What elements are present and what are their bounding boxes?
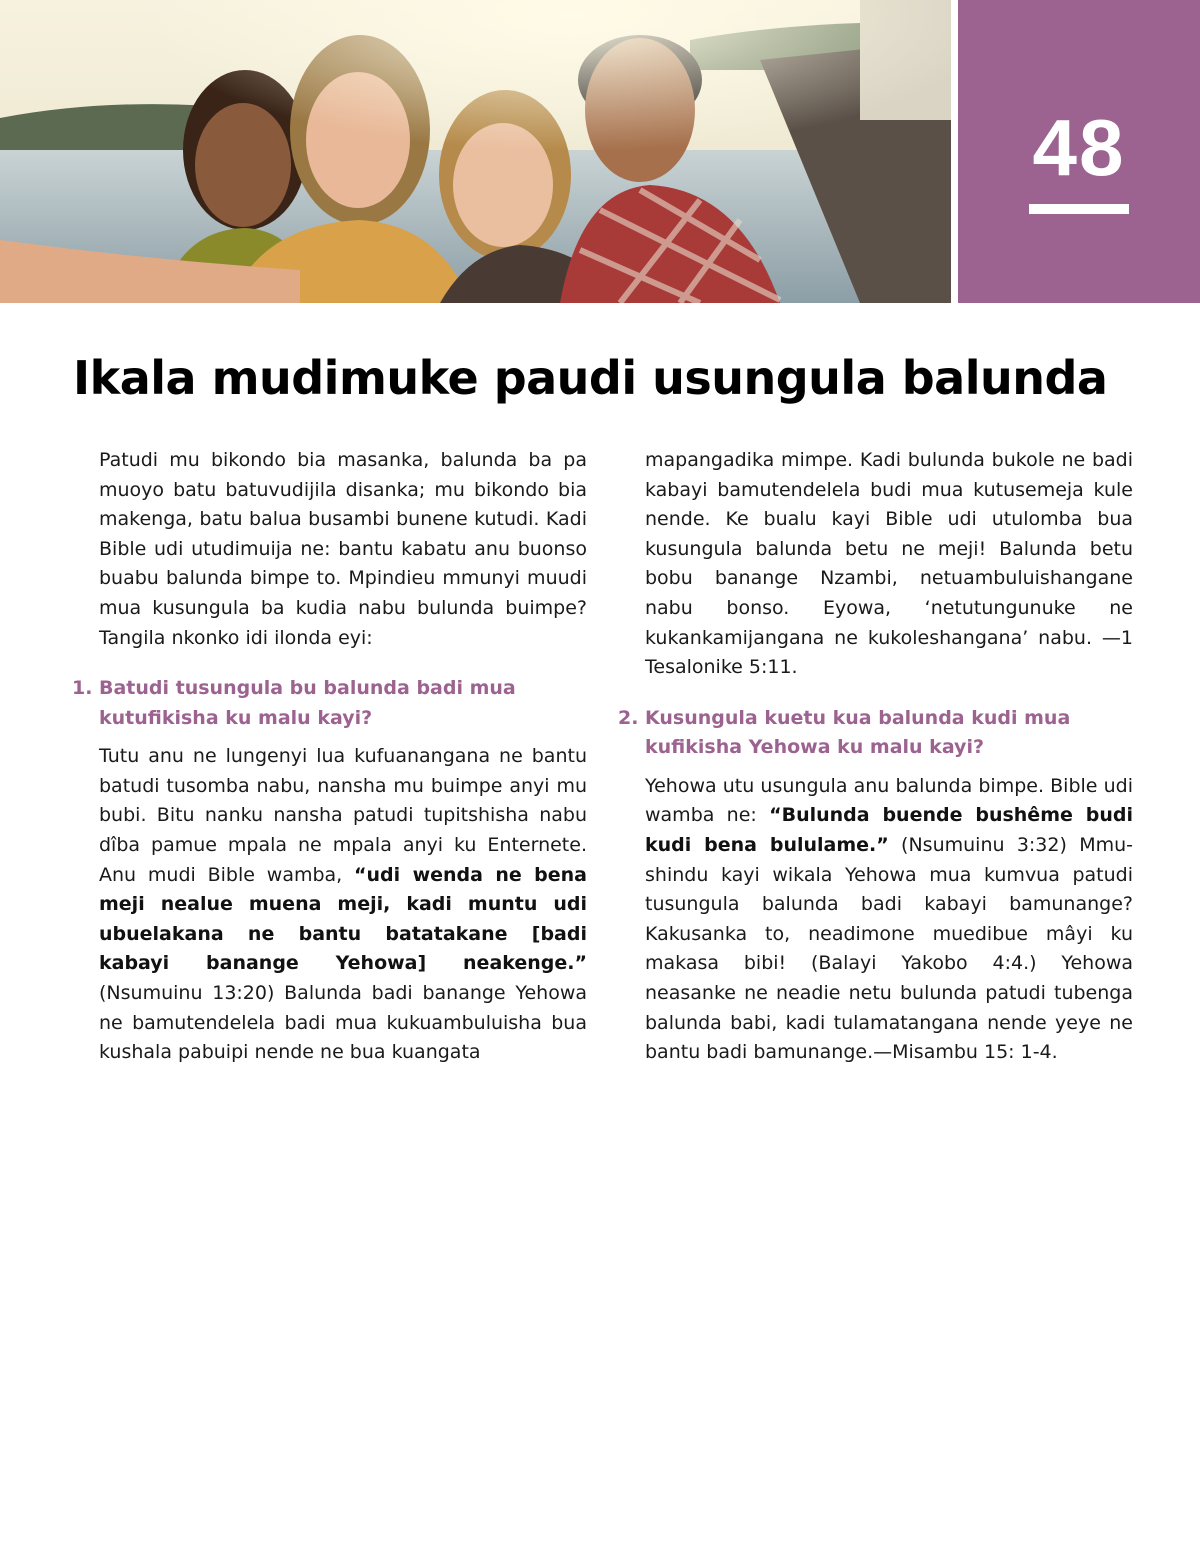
lesson-number-badge [958,0,1200,303]
left-column [72,446,588,1068]
answer-text: (Nsumuinu 13:20) Balunda badi banange Yehowa ne bamutendelela badi mua kukuambuluisha bua kushala pabuipi nende ne bua kuangata [99,981,587,1064]
scripture-quote: “udi wenda ne bena meji nealue muena meji, kadi muntu udi ubuelakana ne bantu batatakane [badi kabayi banange Yehowa] neakenge.” [99,863,588,975]
question-text: Batudi tusungula bu balunda badi mua kutufikisha ku malu kayi? [99,677,516,729]
answer-text: Tutu anu ne lungenyi lua kufuanangana ne bantu batudi tusomba nabu, nansha mu buimpe anyi mu bubi. Bitu nanku nansha patudi tupitshisha nabu dîba pamue mpala ne mpala anyi ku Enternete. Anu mudi Bible wamba, [99,745,587,886]
group-selfie-photo [0,0,951,303]
question-2 [618,704,1133,763]
answer-1-continuation: mapangadika mimpe. Kadi bulunda bukole ne badi kabayi bamutendelela budi mua kutusemeja kule nende. Ke bualu kayi Bible udi utulomba bua kusungula balunda betu ne meji! Balunda betu bobu banange Nzambi, netuambuluishangane nabu bonso. Eyowa, ‘netutungunuke ne kukankamijangana ne kukoleshangana’ nabu. —1 Tesalonike 5:11. [645,449,1133,679]
answer-text: Yehowa utu usungula anu balunda bimpe. Bible udi wamba ne: [645,774,1133,827]
question-number: 2. [618,706,639,729]
question-1 [72,674,587,733]
question-text: Kusungula kuetu kua balunda kudi mua kufikisha Yehowa ku malu kayi? [645,706,1071,759]
page-title: Ikala mudimuke paudi usungula balunda [73,351,1108,405]
lesson-number-underline [1029,204,1129,214]
hero-photo [0,0,951,303]
answer-text: (Nsumuinu 3:32) Mmushindu kayi wikala Yehowa mua kumvua patudi tusungula balunda badi kabayi bamunange? Kakusanka to, neadimone muedibue mâyi ku makasa bibi! (Balayi Yakobo 4:4.) Yehowa neasanke ne neadie netu bulunda patudi tubenga balunda babi, kadi tulamatangana nende yeye ne bantu badi bamunange.—Misambu 15: 1-4. [645,833,1133,1064]
answer-1-paragraph [99,742,587,1068]
answer-2-paragraph [645,772,1133,1068]
right-column [618,446,1133,1068]
intro-paragraph: Patudi mu bikondo bia masanka, balunda ba pa muoyo batu batuvudijila disanka; mu bikondo bia makenga, batu balua busambi bunene kutudi. Kadi Bible udi utudimuija ne: bantu kabatu anu buonso buabu balunda bimpe to. Mpindieu mmunyi muudi mua kusungula ba kudia nabu bulunda buimpe? Tangila nkonko idi ilonda eyi: [99,449,587,649]
question-number: 1. [72,677,93,700]
lesson-number: 48 [1032,103,1126,192]
scripture-quote: “Bulunda buende bushême budi kudi bena bululame.” [645,804,1133,856]
